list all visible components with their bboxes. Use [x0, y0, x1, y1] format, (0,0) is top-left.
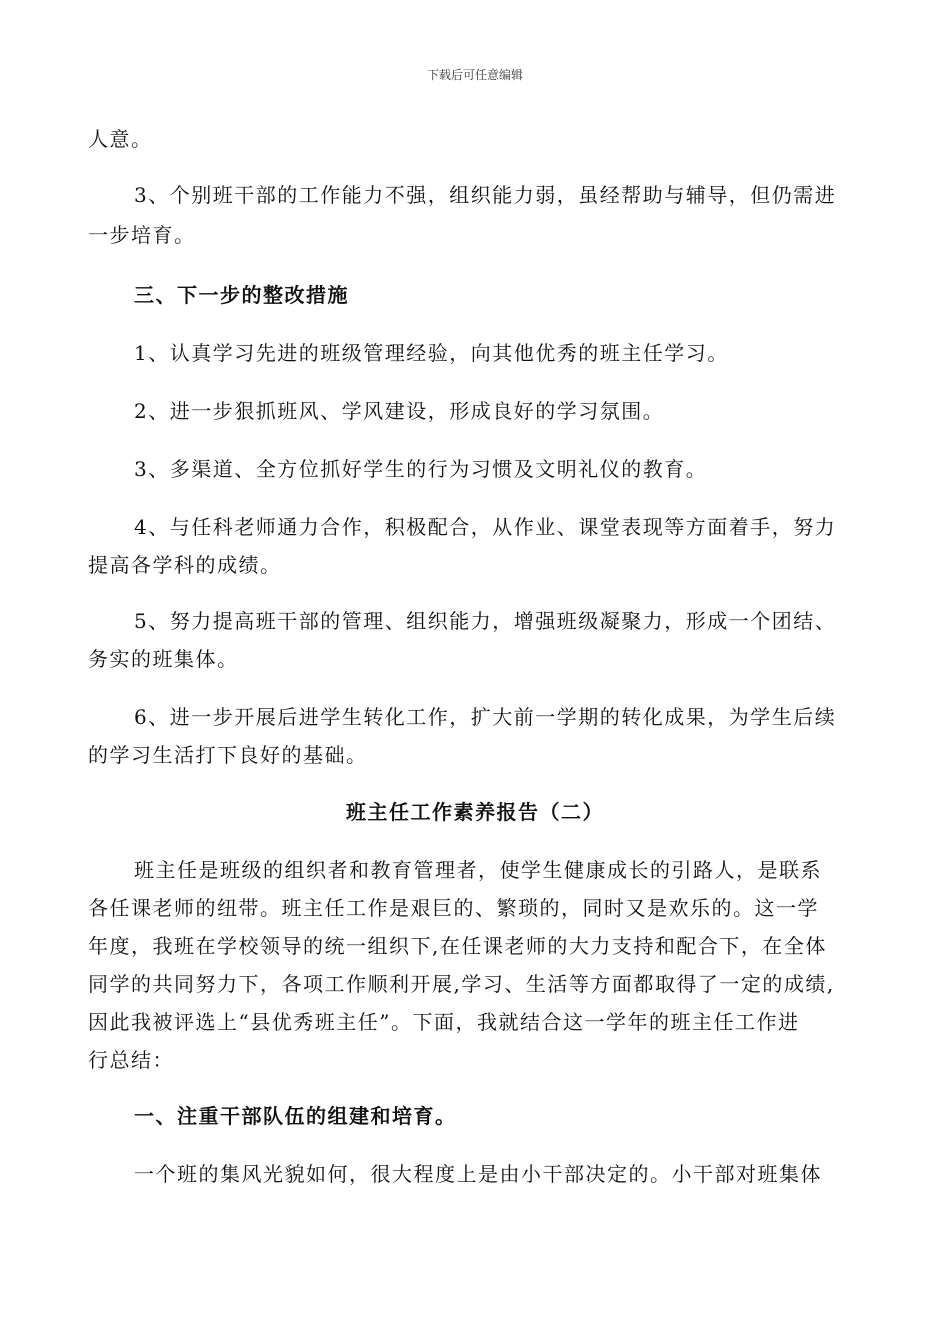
- section-heading: 三、下一步的整改措施: [134, 283, 349, 307]
- page-header: 下载后可任意编辑: [426, 68, 523, 82]
- list-item: 3、多渠道、全方位抓好学生的行为习惯及文明礼仪的教育。: [134, 457, 708, 481]
- report-title: 班主任工作素养报告（二）: [346, 800, 604, 824]
- paragraph-line: 同学的共同努力下，各项工作顺利开展,学习、生活等方面都取得了一定的成绩,: [88, 972, 835, 996]
- list-item: 2、进一步狠抓班风、学风建设，形成良好的学习氛围。: [134, 399, 665, 423]
- paragraph-line: 一步培育。: [88, 223, 196, 247]
- paragraph-line: 各任课老师的纽带。班主任工作是艰巨的、繁琐的，同时又是欢乐的。这一学: [88, 896, 819, 920]
- paragraph-line: 因此我被评选上“县优秀班主任”。下面，我就结合这一学年的班主任工作进: [88, 1010, 800, 1034]
- paragraph-line: 班主任是班级的组织者和教育管理者，使学生健康成长的引路人，是联系: [134, 858, 822, 882]
- list-item: 4、与任科老师通力合作，积极配合，从作业、课堂表现等方面着手，努力: [134, 515, 837, 539]
- list-item: 5、努力提高班干部的管理、组织能力，增强班级凝聚力，形成一个团结、: [134, 609, 837, 633]
- paragraph-line: 人意。: [88, 127, 153, 151]
- paragraph-line: 3、个别班干部的工作能力不强，组织能力弱，虽经帮助与辅导，但仍需进: [134, 183, 837, 207]
- list-item-continuation: 的学习生活打下良好的基础。: [88, 743, 368, 767]
- paragraph-line: 年度，我班在学校领导的统一组织下,在任课老师的大力支持和配合下，在全体: [88, 934, 827, 958]
- paragraph-line: 行总结：: [88, 1048, 174, 1072]
- list-item: 1、认真学习先进的班级管理经验，向其他优秀的班主任学习。: [134, 341, 729, 365]
- paragraph-line: 一个班的集风光貌如何，很大程度上是由小干部决定的。小干部对班集体: [134, 1162, 822, 1186]
- section-heading: 一、注重干部队伍的组建和培育。: [134, 1104, 457, 1128]
- list-item: 6、进一步开展后进学生转化工作，扩大前一学期的转化成果，为学生后续: [134, 705, 837, 729]
- list-item-continuation: 务实的班集体。: [88, 647, 239, 671]
- list-item-continuation: 提高各学科的成绩。: [88, 553, 282, 577]
